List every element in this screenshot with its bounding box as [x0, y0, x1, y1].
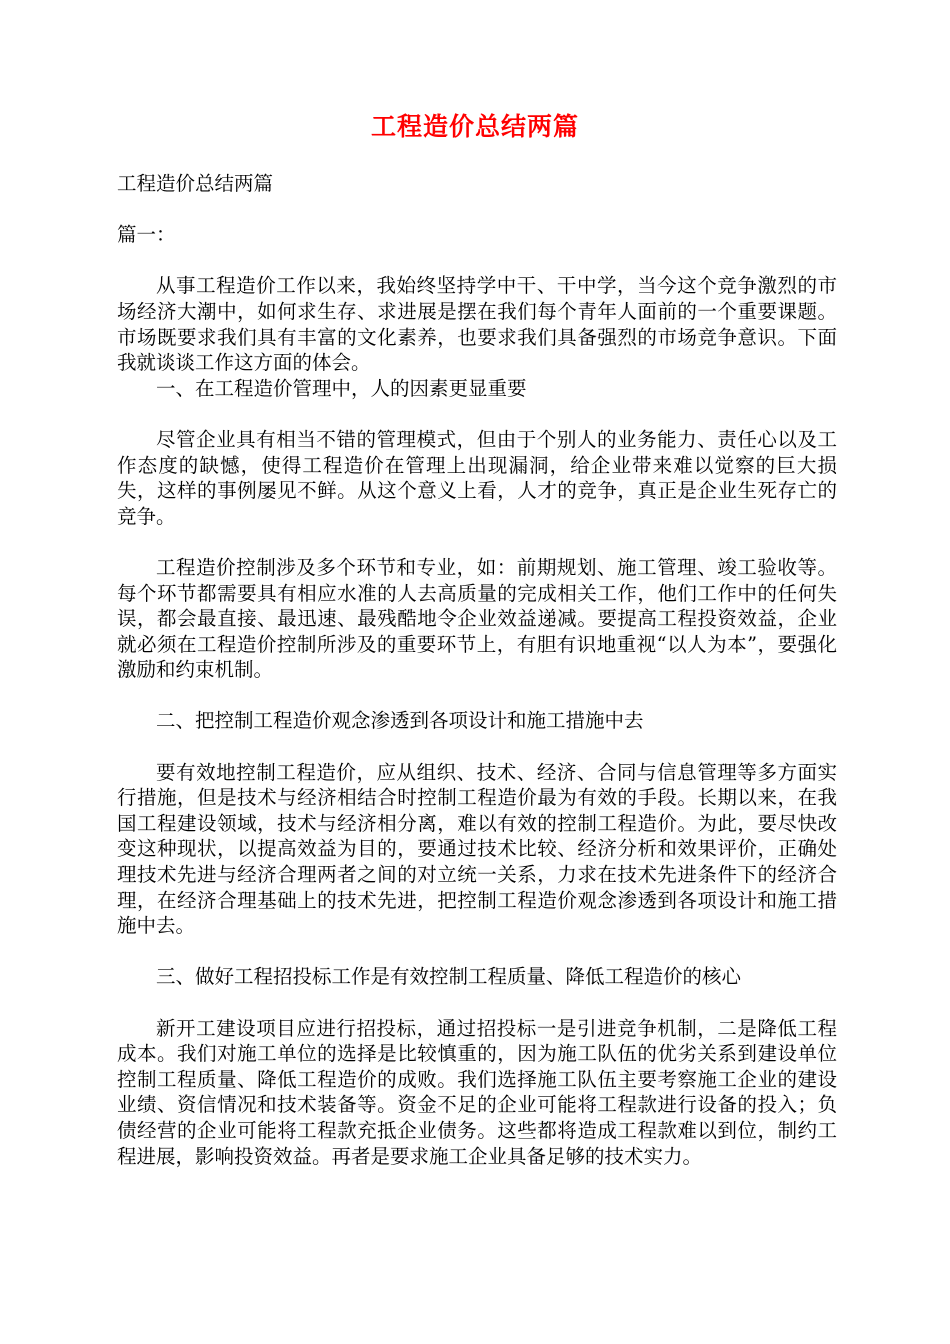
- heading-three: 三、做好工程招投标工作是有效控制工程质量、降低工程造价的核心: [156, 965, 742, 989]
- intro-paragraph: 从事工程造价工作以来，我始终坚持学中干、干中学，当今这个竞争激烈的市场经济大潮中，如何求生存、求进展是摆在我们每个青年人面前的一个重要课题。市场既要求我们具有丰富的文化素养，也要求我们具备强烈的市场竞争意识。下面我就谈谈工作这方面的体会。: [117, 274, 837, 375]
- paragraph-talent: 尽管企业具有相当不错的管理模式，但由于个别人的业务能力、责任心以及工作态度的缺憾，使得工程造价在管理上出现漏洞，给企业带来难以觉察的巨大损失，这样的事例屡见不鲜。从这个意义上看，人才的竞争，真正是企业生死存亡的竞争。: [117, 427, 837, 528]
- heading-two: 二、把控制工程造价观念渗透到各项设计和施工措施中去: [156, 709, 644, 733]
- paragraph-technical-economic: 要有效地控制工程造价，应从组织、技术、经济、合同与信息管理等多方面实行措施，但是技术与经济相结合时控制工程造价最为有效的手段。长期以来，在我国工程建设领域，技术与经济相分离，难以有效的控制工程造价。为此，要尽快改变这种现状，以提高效益为目的，要通过技术比较、经济分析和效果评价，正确处理技术先进与经济合理两者之间的对立统一关系，力求在技术先进条件下的经济合理，在经济合理基础上的技术先进，把控制工程造价观念渗透到各项设计和施工措施中去。: [117, 760, 837, 938]
- paragraph-cost-control: 工程造价控制涉及多个环节和专业，如：前期规划、施工管理、竣工验收等。每个环节都需要具有相应水准的人去高质量的完成相关工作，他们工作中的任何失误，都会最直接、最迅速、最残酷地令企业效益递减。要提高工程投资效益，企业就必须在工程造价控制所涉及的重要环节上，有胆有识地重视“以人为本”，要强化激励和约束机制。: [117, 555, 837, 682]
- document-body: [117, 171, 837, 1169]
- subtitle-paragraph: 工程造价总结两篇: [117, 172, 274, 195]
- document-title: 工程造价总结两篇: [370, 112, 579, 141]
- paragraph-bidding: 新开工建设项目应进行招投标，通过招投标一是引进竞争机制，二是降低工程成本。我们对施工单位的选择是比较慎重的，因为施工队伍的优劣关系到建设单位控制工程质量、降低工程造价的成败。我们选择施工队伍主要考察施工企业的建设业绩、资信情况和技术装备等。资金不足的企业可能将工程款进行设备的投入；负债经营的企业可能将工程款充抵企业债务。这些都将造成工程款难以到位，制约工程进展，影响投资效益。再者是要求施工企业具备足够的技术实力。: [117, 1016, 837, 1168]
- heading-one: 一、在工程造价管理中，人的因素更显重要: [156, 376, 527, 400]
- section-label: 篇一：: [117, 223, 176, 247]
